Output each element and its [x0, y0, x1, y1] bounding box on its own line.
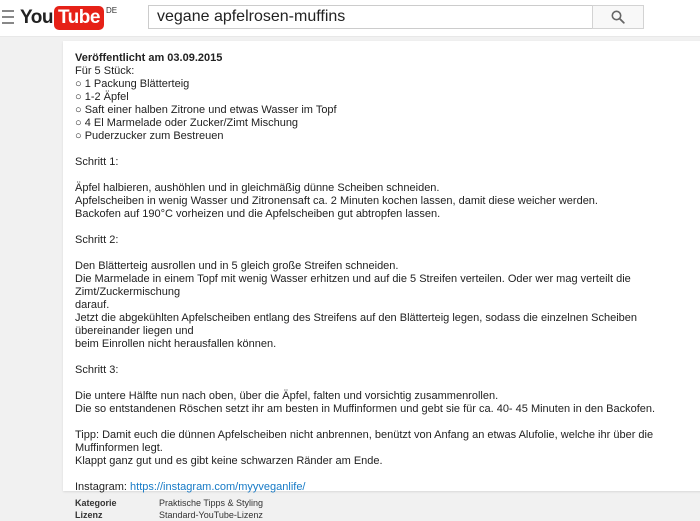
ingredients-list	[75, 65, 695, 143]
step3-title: Schritt 3:	[75, 364, 119, 376]
search-input[interactable]	[148, 5, 580, 29]
description-line: Jetzt die abgekühlten Apfelscheiben entlang des Streifens auf den Blätterteig legen, sodass die einzelnen Scheiben übereinander liegen und	[75, 312, 638, 337]
description-line: Apfelscheiben in wenig Wasser und Zitronensaft ca. 2 Minuten kochen lassen, damit diese weicher werden.	[75, 195, 598, 207]
logo-tube-text: Tube	[54, 6, 104, 30]
description-line: ○ 1-2 Äpfel	[75, 91, 129, 103]
description-line: beim Einrollen nicht herausfallen können.	[75, 338, 277, 350]
description-line: ○ 4 El Marmelade oder Zucker/Zimt Mischung	[75, 117, 299, 129]
instagram-link[interactable]: https://instagram.com/myyveganlife/	[130, 481, 306, 493]
description-line: Backofen auf 190°C vorheizen und die Apfelscheiben gut abtropfen lassen.	[75, 208, 441, 220]
description-line: darauf.	[75, 299, 110, 311]
hamburger-menu-icon[interactable]	[2, 10, 14, 24]
youtube-logo[interactable]	[20, 6, 117, 30]
instagram-line	[75, 481, 695, 494]
step2-title: Schritt 2:	[75, 234, 119, 246]
category-row	[75, 497, 695, 509]
description-line: Die untere Hälfte nun nach oben, über die Äpfel, falten und vorsichtig zusammenrollen.	[75, 390, 499, 402]
description-line: Für 5 Stück:	[75, 65, 135, 77]
description-line: Klappt ganz gut und es gibt keine schwarzen Ränder am Ende.	[75, 455, 383, 467]
step1-title: Schritt 1:	[75, 156, 119, 168]
country-code: DE	[105, 6, 118, 15]
publish-date: Veröffentlicht am 03.09.2015	[75, 52, 223, 64]
category-link[interactable]: Praktische Tipps & Styling	[159, 498, 264, 508]
license-row	[75, 509, 695, 521]
video-description	[75, 52, 695, 521]
category-label: Kategorie	[75, 498, 117, 508]
license-value: Standard-YouTube-Lizenz	[159, 510, 263, 520]
description-line: Äpfel halbieren, aushöhlen und in gleichmäßig dünne Scheiben schneiden.	[75, 182, 440, 194]
logo-you-text: You	[20, 7, 53, 28]
description-line: ○ Saft einer halben Zitrone und etwas Wasser im Topf	[75, 104, 337, 116]
search-input-end	[580, 5, 592, 29]
search-button[interactable]	[592, 5, 644, 29]
description-line: ○ Puderzucker zum Bestreuen	[75, 130, 224, 142]
license-label: Lizenz	[75, 510, 103, 520]
description-line: Die so entstandenen Röschen setzt ihr am besten in Muffinformen und gebt sie für ca. 40- 45 Minuten in den Backofen.	[75, 403, 656, 415]
instagram-label: Instagram:	[75, 481, 131, 493]
description-line: ○ 1 Packung Blätterteig	[75, 78, 190, 90]
search-icon	[611, 10, 625, 24]
masthead	[0, 0, 700, 37]
description-line: Die Marmelade in einem Topf mit wenig Wasser erhitzen und auf die 5 Streifen verteilen. Oder wer mag verteilt die Zimt/Zuckermischung	[75, 273, 631, 298]
description-line: Den Blätterteig ausrollen und in 5 gleich große Streifen schneiden.	[75, 260, 399, 272]
description-line: Tipp: Damit euch die dünnen Apfelscheiben nicht anbrennen, benützt von Anfang an etwas Alufolie, welche ihr über die Muffinformen legt.	[75, 429, 654, 454]
